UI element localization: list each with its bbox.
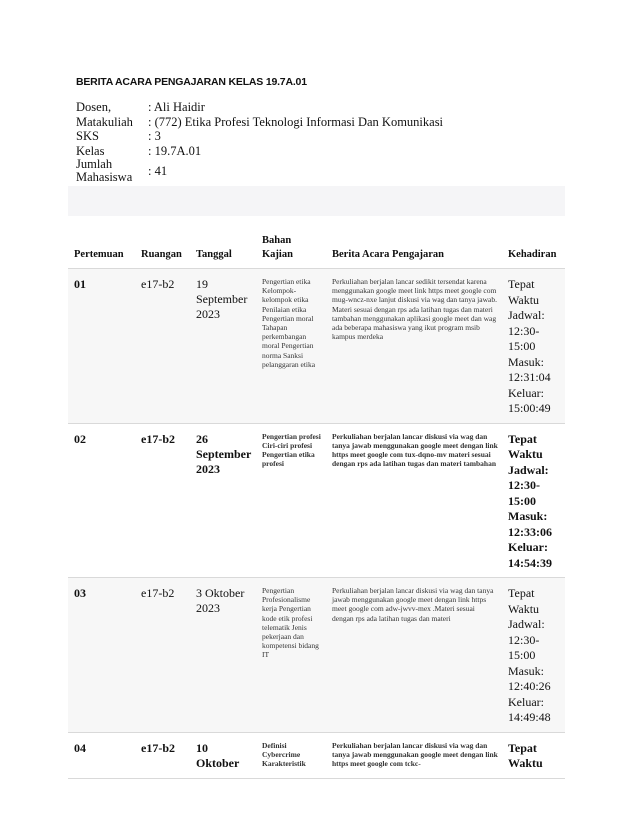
cell-pertemuan: 02 [68,423,135,578]
info-label: Jumlah Mahasiswa [76,157,133,184]
cell-kehadiran: Tepat Waktu [502,732,565,778]
info-row-dosen [76,100,556,115]
table-row [68,732,565,778]
cell-pertemuan: 03 [68,578,135,733]
header-bahan-kajian: Bahan Kajian [256,216,326,269]
cell-ruangan: e17-b2 [135,732,190,778]
cell-ruangan: e17-b2 [135,269,190,424]
info-value: : 3 [148,129,161,143]
header-tanggal: Tanggal [190,216,256,269]
header-ruangan: Ruangan [135,216,190,269]
cell-kehadiran: Tepat Waktu Jadwal: 12:30-15:00 Masuk: 12:33:06 Keluar: 14:54:39 [502,423,565,578]
cell-pertemuan: 04 [68,732,135,778]
cell-bahan-kajian: Pengertian profesi Ciri-ciri profesi Pengertian etika profesi [256,423,326,578]
info-label: Kelas [76,143,105,158]
table-row [68,578,565,733]
header-kehadiran: Kehadiran [502,216,565,269]
info-label: Dosen, [76,100,112,114]
cell-pertemuan: 01 [68,269,135,424]
header-pertemuan: Pertemuan [68,216,135,269]
info-row-kelas [76,144,556,159]
info-value: : 41 [148,163,168,178]
table-row [68,423,565,578]
info-row-matakuliah [76,115,556,130]
cell-bahan-kajian: Pengertian etika Kelompok-kelompok etika Penilaian etika Pengertian moral Tahapan perkembangan moral Pengertian norma Sanksi pelanggaran etika [256,269,326,424]
attendance-table [68,216,565,779]
cell-ruangan: e17-b2 [135,423,190,578]
cell-berita-acara: Perkuliahan berjalan lancar diskusi via wag dan tanya jawab menggunakan google meet dengan link https meet google com tux-dqno-mv materi sesuai dengan rps ada latihan tugas dan materi tambahan [326,423,502,578]
info-row-sks [76,129,556,144]
header-band [68,186,565,216]
cell-berita-acara: Perkuliahan berjalan lancar diskusi via wag dan tanya jawab menggunakan google meet dengan link https meet google com tckc- [326,732,502,778]
cell-bahan-kajian: Definisi Cybercrime Karakteristik [256,732,326,778]
info-value: : 19.7A.01 [148,143,202,158]
cell-ruangan: e17-b2 [135,578,190,733]
info-label: Matakuliah [76,114,133,129]
info-value: : Ali Haidir [148,100,205,114]
info-value: : (772) Etika Profesi Teknologi Informasi Dan Komunikasi [148,114,444,129]
cell-bahan-kajian: Pengertian Profesionalisme kerja Pengertian kode etik profesi telematik Jenis pekerjaan dan kompetensi bidang IT [256,578,326,733]
info-row-jumlah-mahasiswa [76,158,556,184]
table-header-row [68,216,565,269]
cell-kehadiran: Tepat Waktu Jadwal: 12:30-15:00 Masuk: 12:31:04 Keluar: 15:00:49 [502,269,565,424]
cell-berita-acara: Perkuliahan berjalan lancar sedikit tersendat karena menggunakan google meet link https meet google com mug-wncz-nxe lanjut diskusi via wag dan tanya jawab. Materi sesuai dengan rps ada latihan tugas dan materi tambahan menggunakan aplikasi google meet dan wag ada beberapa mahasiswa yang ikut program msib kampus merdeka [326,269,502,424]
cell-tanggal: 26 September 2023 [190,423,256,578]
cell-tanggal: 10 Oktober [190,732,256,778]
cell-kehadiran: Tepat Waktu Jadwal: 12:30-15:00 Masuk: 12:40:26 Keluar: 14:49:48 [502,578,565,733]
cell-berita-acara: Perkuliahan berjalan lancar diskusi via wag dan tanya jawab menggunakan google meet dengan link https meet google com adw-jwvv-mex .Materi sesuai dengan rps ada latihan tugas dan materi [326,578,502,733]
document-title: BERITA ACARA PENGAJARAN KELAS 19.7A.01 [76,76,307,88]
table-row [68,269,565,424]
course-info [76,100,556,184]
cell-tanggal: 3 Oktober 2023 [190,578,256,733]
info-label: SKS [76,129,99,143]
cell-tanggal: 19 September 2023 [190,269,256,424]
header-berita-acara: Berita Acara Pengajaran [326,216,502,269]
